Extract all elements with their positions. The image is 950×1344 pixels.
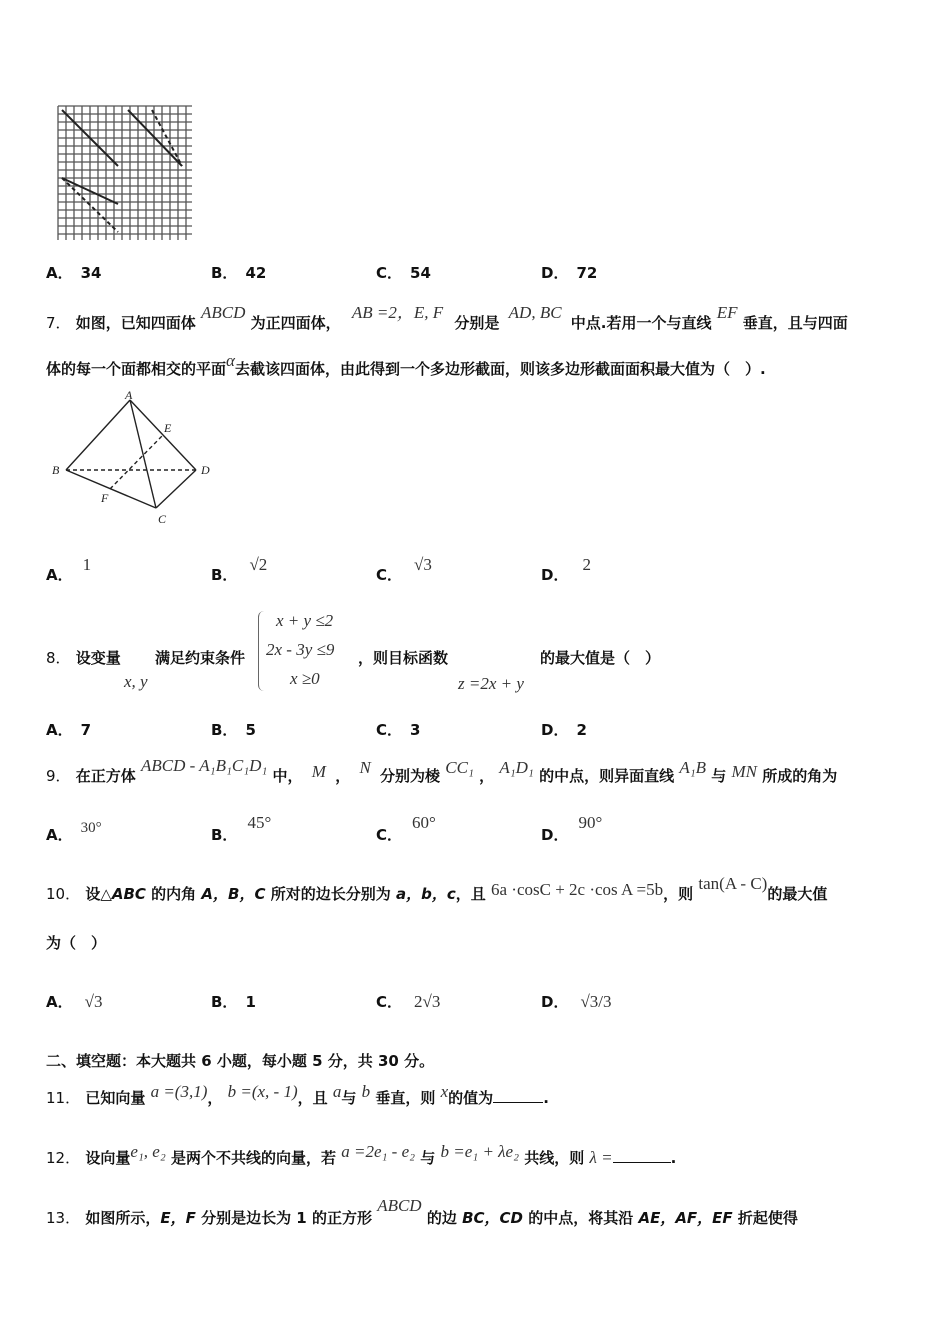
option-label: D． (541, 826, 569, 844)
text: ， (335, 767, 351, 785)
q8-stem-c: ，则目标函数 (358, 649, 449, 667)
text: 所成的角为 (762, 767, 838, 785)
q6-option-a[interactable] (46, 262, 101, 283)
math: ABCD (201, 303, 246, 322)
text: 如图，已知四面体 (75, 314, 196, 332)
section-heading: 二、填空题：本大题共 6 小题，每小题 5 分，共 30 分。 (46, 1052, 435, 1070)
text: ， (479, 767, 495, 785)
math: CC₁ (445, 758, 474, 777)
q8-stem-b: 满足约束条件 (155, 649, 246, 667)
text: 与 (711, 767, 727, 785)
option-label: B． (211, 264, 238, 282)
q7-option-a[interactable] (46, 555, 92, 584)
question-number: 12． (46, 1149, 81, 1167)
math: N (359, 758, 371, 777)
option-label: A． (46, 264, 73, 282)
option-label: C． (376, 826, 403, 844)
option-value: 45° (247, 813, 272, 832)
option-value: 72 (576, 264, 598, 282)
text: 是两个不共线的向量，若 (171, 1149, 337, 1167)
text: 的边 (426, 1209, 457, 1227)
q7-line1 (46, 303, 848, 333)
q11-line (46, 1082, 549, 1108)
text: 设△ (85, 885, 112, 903)
q12-line (46, 1142, 677, 1168)
option-label: B． (211, 826, 238, 844)
q6-option-b[interactable] (211, 262, 266, 283)
question-number: 13． (46, 1209, 81, 1227)
text: ，则 (663, 885, 694, 903)
text: 折起使得 (737, 1209, 798, 1227)
text: E，F (160, 1209, 196, 1227)
option-value: 1 (245, 993, 256, 1011)
q8-stem-d: 的最大值是（ ） (540, 649, 661, 667)
text: 分别为棱 (380, 767, 441, 785)
text: 的最大值 (767, 885, 828, 903)
math: x (440, 1082, 449, 1101)
math: e₁, e₂ (130, 1142, 166, 1161)
option-label: C． (376, 721, 403, 739)
q10-line1 (46, 874, 828, 904)
math: AD, BC (508, 303, 562, 322)
option-value: √3 (84, 992, 103, 1011)
vertex-label-b: B (52, 463, 60, 477)
q8-option-d[interactable] (541, 719, 587, 740)
text: ，且 (297, 1089, 328, 1107)
math: a =(3,1) (150, 1082, 208, 1101)
math: b =(x, - 1) (227, 1082, 298, 1101)
option-value: 54 (410, 264, 431, 282)
option-value: 5 (245, 721, 256, 739)
text: 体的每一个面都相交的平面 (46, 360, 227, 378)
option-value: √3 (414, 555, 432, 574)
answer-blank[interactable] (613, 1148, 671, 1163)
q8-objective: z =2x + y (458, 674, 524, 693)
text: 的中点，将其沿 (528, 1209, 634, 1227)
option-label: B． (211, 993, 238, 1011)
text: . (670, 1149, 677, 1167)
text: 中， (272, 767, 303, 785)
math: AB =2，E, F (351, 303, 444, 322)
text: 分别是边长为 1 的正方形 (201, 1209, 372, 1227)
text: 如图所示， (85, 1209, 161, 1227)
q9-option-a[interactable] (46, 816, 102, 844)
text: 所对的边长分别为 (270, 885, 391, 903)
q8-vars: x, y (124, 672, 148, 691)
q10-line2: 为（ ） (46, 934, 107, 952)
text: 分别是 (454, 314, 500, 332)
q10-option-d[interactable] (541, 991, 612, 1012)
text: ABC (111, 885, 146, 903)
option-value: 30° (80, 820, 102, 836)
vertex-label-a: A (125, 388, 133, 402)
q7-option-c[interactable] (376, 555, 432, 584)
option-label: A． (46, 826, 73, 844)
text: 与 (420, 1149, 436, 1167)
text: a，b，c (395, 885, 456, 903)
option-value: √3/3 (580, 992, 612, 1011)
tetrahedron-figure (48, 388, 220, 528)
q8-brace (258, 611, 265, 691)
option-value: 2 (582, 555, 591, 574)
vertex-label-c: C (158, 512, 167, 526)
q8-stem-a (46, 647, 121, 668)
q6-option-d[interactable] (541, 262, 597, 283)
option-value: 34 (80, 264, 102, 282)
question-number: 7． (46, 314, 71, 332)
math: b =e₁ + λe₂ (440, 1142, 519, 1161)
q10-option-c[interactable] (376, 991, 440, 1012)
math: A₁D₁ (499, 758, 534, 777)
q10-option-a[interactable] (46, 991, 102, 1012)
q9-option-d[interactable] (541, 812, 603, 844)
math: ABCD (377, 1196, 422, 1215)
math: a =2e₁ - e₂ (341, 1142, 416, 1161)
text: 中点.若用一个与直线 (570, 314, 712, 332)
option-value: 1 (82, 555, 92, 574)
math: α (226, 351, 235, 370)
option-value: 90° (578, 813, 603, 832)
q7-line2 (46, 351, 766, 379)
text: ，且 (455, 885, 486, 903)
option-label: C． (376, 566, 403, 584)
text: BC，CD (462, 1209, 523, 1227)
q9-line1 (46, 756, 838, 786)
answer-blank[interactable] (493, 1088, 543, 1103)
option-value: 3 (410, 721, 421, 739)
question-number: 9． (46, 767, 71, 785)
q9-option-c[interactable] (376, 812, 436, 844)
option-label: A． (46, 566, 73, 584)
q8-constraint-1: x + y ≤2 (276, 611, 334, 630)
option-label: D． (541, 721, 569, 739)
grid-figure (52, 100, 197, 245)
math: MN (731, 762, 757, 781)
text: 在正方体 (75, 767, 136, 785)
option-value: √2 (249, 555, 268, 574)
text: ， (207, 1089, 223, 1107)
math: a (332, 1082, 342, 1101)
math: A₁B (679, 758, 706, 777)
option-value: 2√3 (414, 992, 441, 1011)
math: ABCD - A₁B₁C₁D₁ (141, 756, 268, 775)
math: 6a ·cosC + 2c ·cos A =5b (490, 880, 664, 899)
option-label: C． (376, 264, 403, 282)
math: λ = (589, 1148, 613, 1167)
q13-line (46, 1196, 798, 1228)
option-label: D． (541, 993, 569, 1011)
option-value: 2 (576, 721, 587, 739)
text: 已知向量 (85, 1089, 146, 1107)
q8-constraint-3: x ≥0 (290, 669, 320, 688)
q6-option-c[interactable] (376, 262, 431, 283)
q7-option-b[interactable] (211, 555, 268, 584)
option-value: 60° (412, 813, 436, 832)
question-number: 10． (46, 885, 81, 903)
math: EF (716, 303, 738, 322)
question-number: 8． (46, 649, 71, 667)
question-number: 11． (46, 1089, 81, 1107)
math: b (361, 1082, 371, 1101)
math: tan(A - C) (698, 874, 768, 893)
text: 垂直，且与四面 (742, 314, 848, 332)
vertex-label-d: D (201, 463, 210, 477)
option-label: B． (211, 566, 238, 584)
q8-option-a[interactable] (46, 719, 91, 740)
option-label: D． (541, 264, 569, 282)
math: M (311, 762, 326, 781)
option-value: 7 (80, 721, 92, 739)
q10-option-b[interactable] (211, 991, 256, 1012)
text: 为正四面体， (250, 314, 341, 332)
option-label: A． (46, 721, 73, 739)
text: 设变量 (75, 649, 121, 667)
q8-option-c[interactable] (376, 719, 420, 740)
text: 的内角 (151, 885, 197, 903)
option-label: D． (541, 566, 569, 584)
q9-option-b[interactable] (211, 812, 272, 844)
q8-constraint-2: 2x - 3y ≤9 (266, 640, 335, 659)
text: 与 (341, 1089, 357, 1107)
option-label: B． (211, 721, 238, 739)
vertex-label-f: F (101, 491, 109, 505)
text: 共线，则 (524, 1149, 585, 1167)
q7-option-d[interactable] (541, 555, 591, 584)
text: AE，AF，EF (638, 1209, 733, 1227)
option-label: A． (46, 993, 73, 1011)
q8-option-b[interactable] (211, 719, 256, 740)
text: 垂直，则 (375, 1089, 436, 1107)
text: A，B，C (201, 885, 266, 903)
option-label: C． (376, 993, 403, 1011)
text: . (543, 1089, 549, 1107)
text: 的值为 (448, 1089, 494, 1107)
option-value: 42 (245, 264, 267, 282)
text: 去截该四面体，由此得到一个多边形截面，则该多边形截面面积最大值为（ ）. (234, 360, 766, 378)
vertex-label-e: E (164, 421, 172, 435)
text: 的中点，则异面直线 (539, 767, 675, 785)
text: 设向量 (85, 1149, 131, 1167)
